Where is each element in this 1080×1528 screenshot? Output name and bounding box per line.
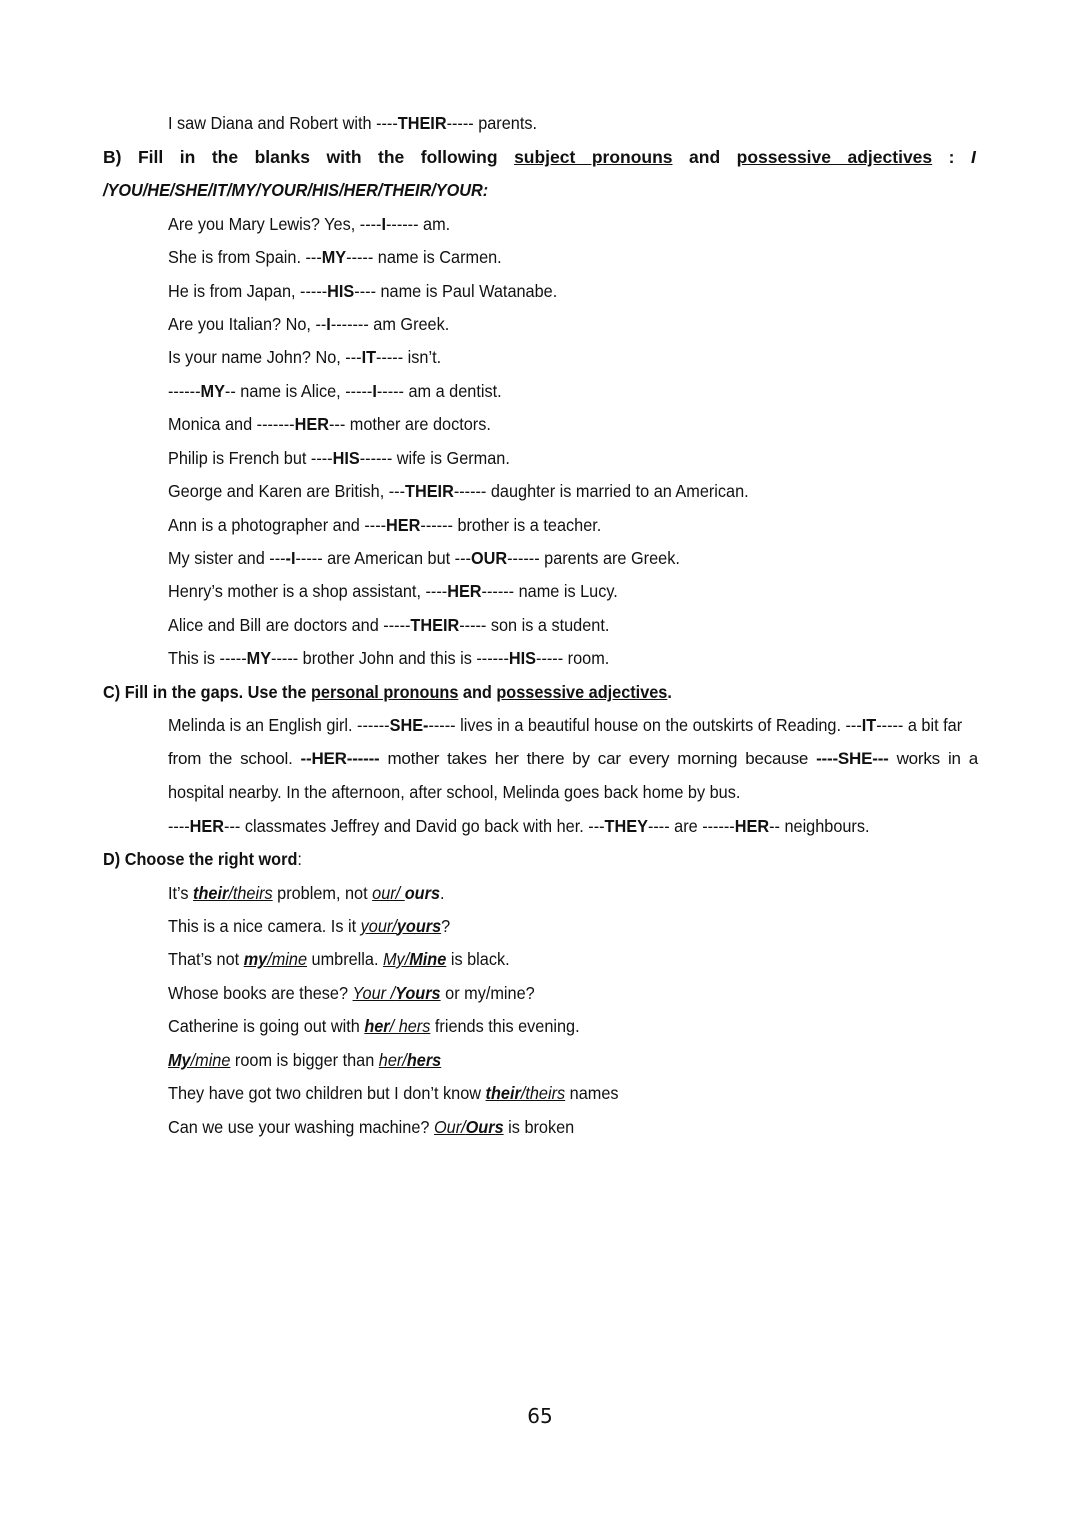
answer-word: I bbox=[381, 214, 386, 234]
paragraph-line bbox=[168, 781, 740, 803]
text-run: She is from Spain. --- bbox=[168, 247, 322, 267]
answer-word: Mine bbox=[409, 949, 447, 969]
answer-word: HIS bbox=[332, 448, 360, 468]
exercise-item bbox=[168, 447, 510, 469]
text-run: ----- lives in a beautiful house on the outskirts of Reading. --- bbox=[428, 715, 862, 735]
underlined-text: Your / bbox=[352, 983, 396, 1003]
answer-word: HER bbox=[447, 581, 482, 601]
choice-item bbox=[168, 915, 450, 937]
answer-word: HER bbox=[386, 515, 421, 535]
text-run: ------ bbox=[168, 381, 201, 401]
text-run: Melinda is an English girl. ------ bbox=[168, 715, 390, 735]
paragraph-line bbox=[168, 815, 870, 837]
exercise-item bbox=[168, 480, 749, 502]
underlined-text: subject pronouns bbox=[514, 147, 673, 167]
exercise-item bbox=[168, 380, 502, 402]
intro-line bbox=[168, 112, 537, 134]
text-run: following bbox=[420, 147, 498, 167]
text-run: George and Karen are British, --- bbox=[168, 481, 406, 501]
text-run: Can we use your washing machine? bbox=[168, 1117, 434, 1137]
choice-item bbox=[168, 882, 445, 904]
text-run: That’s not bbox=[168, 949, 244, 969]
text-run: Whose books are these? bbox=[168, 983, 353, 1003]
text-run: . bbox=[667, 682, 672, 702]
exercise-item bbox=[168, 647, 609, 669]
page-number: 65 bbox=[527, 1404, 553, 1428]
underlined-text: possessive adjectives bbox=[496, 682, 668, 702]
text-run: ----- am a dentist. bbox=[376, 381, 502, 401]
exercise-item bbox=[168, 614, 609, 636]
text-run: Fill bbox=[137, 147, 164, 167]
text-run: in bbox=[947, 749, 961, 768]
text-run: ---- bbox=[168, 816, 190, 836]
text-run: names bbox=[565, 1083, 619, 1103]
text-run: Are you Mary Lewis? Yes, ---- bbox=[168, 214, 382, 234]
text-run: by bbox=[572, 749, 590, 768]
answer-word: -I bbox=[285, 548, 296, 568]
text-run: --- classmates Jeffrey and David go back with her. --- bbox=[224, 816, 605, 836]
text-run: This is ----- bbox=[168, 648, 247, 668]
text-run: ----- name is Carmen. bbox=[346, 247, 502, 267]
text-run: ----- brother John and this is ------ bbox=[271, 648, 509, 668]
answer-word: HER bbox=[294, 414, 329, 434]
answer-word: THEIR bbox=[405, 481, 454, 501]
text-run: I bbox=[970, 147, 976, 167]
exercise-item bbox=[168, 346, 441, 368]
text-run: her bbox=[494, 749, 519, 768]
pronoun-options: /YOU/HE/SHE/IT/MY/YOUR/HIS/HER/THEIR/YOUR: bbox=[103, 180, 489, 200]
text-run: mother bbox=[387, 749, 440, 768]
exercise-item bbox=[168, 413, 491, 435]
text-run: C) Fill in the gaps. Use the bbox=[103, 682, 311, 702]
underlined-text: /mine bbox=[190, 1050, 231, 1070]
underlined-text: your/ bbox=[360, 916, 397, 936]
text-run: ------ name is Lucy. bbox=[481, 581, 618, 601]
answer-word: IT bbox=[861, 715, 877, 735]
text-run: ? bbox=[441, 916, 451, 936]
text-run: ---- are ------ bbox=[647, 816, 735, 836]
text-run: room is bigger than bbox=[230, 1050, 379, 1070]
text-run: ------ am. bbox=[385, 214, 451, 234]
text-run: school. bbox=[240, 749, 293, 768]
text-run: Monica and ------- bbox=[168, 414, 295, 434]
text-run: B) bbox=[103, 147, 122, 167]
underlined-text: / hers bbox=[389, 1016, 431, 1036]
answer-word: THEY bbox=[604, 816, 648, 836]
answer-word: HIS bbox=[327, 281, 355, 301]
answer-word: MY bbox=[321, 247, 347, 267]
text-run: or my/mine? bbox=[440, 983, 535, 1003]
text-run: the bbox=[209, 749, 233, 768]
text-run: problem, not bbox=[272, 883, 373, 903]
answer-word: Ours bbox=[465, 1117, 504, 1137]
choice-item bbox=[168, 1082, 619, 1104]
text-run: ---- name is Paul Watanabe. bbox=[354, 281, 558, 301]
text-run: Catherine is going out with bbox=[168, 1016, 365, 1036]
answer-word: --HER------ bbox=[300, 749, 380, 768]
answer-word: my bbox=[243, 949, 268, 969]
text-run: They have got two children but I don’t know bbox=[168, 1083, 486, 1103]
section-d-heading bbox=[103, 848, 302, 870]
text-run: car bbox=[597, 749, 621, 768]
answer-word: their bbox=[485, 1083, 521, 1103]
text-run: a bbox=[968, 749, 978, 768]
section-b-heading bbox=[103, 146, 976, 168]
text-run: from bbox=[168, 749, 202, 768]
answer-word: ours bbox=[404, 883, 441, 903]
text-run: : bbox=[948, 147, 955, 167]
text-run: ----- room. bbox=[536, 648, 610, 668]
text-run: and bbox=[458, 682, 497, 702]
underlined-text: /theirs bbox=[520, 1083, 566, 1103]
text-run: there bbox=[526, 749, 565, 768]
underlined-text: personal pronouns bbox=[310, 682, 459, 702]
text-run: ------- am Greek. bbox=[330, 314, 450, 334]
text-run: -- name is Alice, ----- bbox=[224, 381, 373, 401]
text-run: -- neighbours. bbox=[769, 816, 870, 836]
text-run: : bbox=[297, 849, 302, 869]
exercise-item bbox=[168, 213, 450, 235]
text-run: Is your name John? No, --- bbox=[168, 347, 362, 367]
underlined-text: Our/ bbox=[433, 1117, 466, 1137]
text-run: ------ daughter is married to an American. bbox=[453, 481, 749, 501]
answer-word: IT bbox=[361, 347, 377, 367]
exercise-item bbox=[168, 246, 502, 268]
answer-word: her bbox=[364, 1016, 390, 1036]
answer-word: ----SHE--- bbox=[816, 749, 889, 768]
choice-item bbox=[168, 982, 535, 1004]
answer-word: D) Choose the right word bbox=[103, 849, 298, 869]
answer-word: yours bbox=[396, 916, 442, 936]
text-run: and bbox=[689, 147, 721, 167]
text-run: Ann is a photographer and ---- bbox=[168, 515, 387, 535]
text-run: --- mother are doctors. bbox=[328, 414, 491, 434]
text-run: takes bbox=[447, 749, 487, 768]
answer-word: I bbox=[372, 381, 377, 401]
answer-word: I bbox=[326, 314, 331, 334]
text-run: My sister and --- bbox=[168, 548, 286, 568]
paragraph-line bbox=[168, 748, 978, 770]
text-run: ----- are American but --- bbox=[295, 548, 471, 568]
text-run: every bbox=[628, 749, 670, 768]
text-run: It’s bbox=[168, 883, 194, 903]
text-run: ------ wife is German. bbox=[359, 448, 510, 468]
text-run: the bbox=[378, 147, 405, 167]
answer-word: MY bbox=[200, 381, 225, 401]
section-c-heading bbox=[103, 681, 672, 703]
answer-word: My bbox=[168, 1050, 191, 1070]
choice-item bbox=[168, 1116, 574, 1138]
text-run: friends this evening. bbox=[430, 1016, 580, 1036]
choice-item bbox=[168, 1015, 580, 1037]
text-run: ----- parents. bbox=[446, 113, 538, 133]
text-run: is black. bbox=[446, 949, 510, 969]
answer-word: SHE- bbox=[389, 715, 429, 735]
answer-word: THEIR bbox=[410, 615, 460, 635]
exercise-item bbox=[168, 580, 618, 602]
section-b-heading-options bbox=[103, 179, 488, 201]
underlined-text: possessive adjectives bbox=[736, 147, 933, 167]
text-run: I saw Diana and Robert with ---- bbox=[168, 113, 398, 133]
answer-word: hers bbox=[406, 1050, 442, 1070]
answer-word: THEIR bbox=[397, 113, 447, 133]
text-run: because bbox=[745, 749, 809, 768]
text-run: He is from Japan, ----- bbox=[168, 281, 328, 301]
text-run: Henry’s mother is a shop assistant, ---- bbox=[168, 581, 448, 601]
answer-word: their bbox=[193, 883, 229, 903]
paragraph-line bbox=[168, 714, 962, 736]
choice-item bbox=[168, 948, 510, 970]
text-run: is broken bbox=[503, 1117, 575, 1137]
text-run: ----- a bit far bbox=[876, 715, 963, 735]
text-run: Philip is French but ---- bbox=[168, 448, 333, 468]
answer-word: HER bbox=[189, 816, 225, 836]
exercise-item bbox=[168, 313, 449, 335]
text-run: in bbox=[179, 147, 196, 167]
text-run: the bbox=[211, 147, 239, 167]
answer-word: HIS bbox=[508, 648, 537, 668]
exercise-item bbox=[168, 547, 680, 569]
text-run: Are you Italian? No, -- bbox=[168, 314, 327, 334]
answer-word: OUR bbox=[470, 548, 508, 568]
underlined-text: /theirs bbox=[228, 883, 273, 903]
underlined-text: our/ bbox=[372, 883, 405, 903]
exercise-item bbox=[168, 514, 601, 536]
choice-item bbox=[168, 1049, 441, 1071]
text-run: hospital nearby. In the afternoon, after school, Melinda goes back home by bus. bbox=[168, 782, 741, 802]
text-run: works bbox=[896, 749, 940, 768]
text-run: ------ parents are Greek. bbox=[507, 548, 680, 568]
text-run: Alice and Bill are doctors and ----- bbox=[168, 615, 411, 635]
exercise-item bbox=[168, 280, 557, 302]
text-run: This is a nice camera. Is it bbox=[168, 916, 361, 936]
answer-word: HER bbox=[734, 816, 770, 836]
underlined-text: her/ bbox=[378, 1050, 407, 1070]
underlined-text: /mine bbox=[267, 949, 308, 969]
answer-word: MY bbox=[246, 648, 272, 668]
text-run: blanks bbox=[254, 147, 311, 167]
answer-word: Yours bbox=[395, 983, 441, 1003]
text-run: . bbox=[440, 883, 445, 903]
text-run: ----- son is a student. bbox=[459, 615, 610, 635]
text-run: ----- isn’t. bbox=[376, 347, 442, 367]
underlined-text: My/ bbox=[383, 949, 410, 969]
text-run: with bbox=[326, 147, 362, 167]
text-run: morning bbox=[677, 749, 738, 768]
text-run: ------ brother is a teacher. bbox=[420, 515, 602, 535]
text-run: umbrella. bbox=[307, 949, 384, 969]
